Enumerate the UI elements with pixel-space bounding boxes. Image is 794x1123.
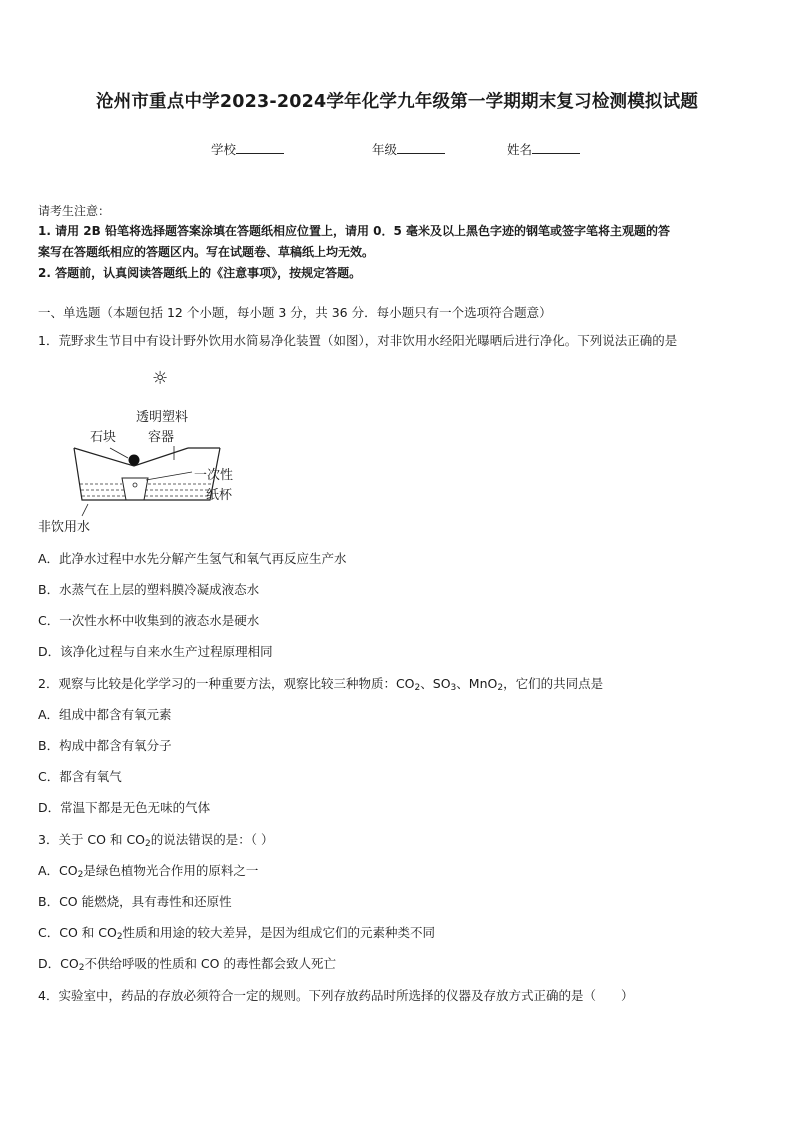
q2-option-d: D．常温下都是无色无味的气体: [38, 800, 211, 815]
label-cup-2: 纸杯: [206, 488, 233, 503]
q1-stem: 1．荒野求生节目中有设计野外饮用水简易净化装置（如图），对非饮用水经阳光曝晒后进行净化。下列说法正确的是: [38, 333, 678, 348]
grade-blank: [397, 143, 445, 154]
label-plastic-1: 透明塑料: [136, 410, 189, 425]
q1-option-c: C．一次性水杯中收集到的液态水是硬水: [38, 613, 260, 628]
name-blank: [532, 143, 580, 154]
sun-icon: ☼: [152, 368, 169, 389]
drop-icon: [133, 483, 137, 487]
q3-option-d: D．$CO_2$不供给呼吸的性质和 CO 的毒性都会致人死亡: [38, 956, 336, 973]
school-blank: [236, 143, 284, 154]
q1-option-d: D．该净化过程与自来水生产过程原理相同: [38, 644, 273, 659]
cup-icon: [122, 478, 148, 500]
section-heading: 一、单选题（本题包括 12 个小题，每小题 3 分，共 36 分．每小题只有一个选项符合题意）: [38, 305, 552, 320]
notice-heading: 请考生注意：: [38, 204, 111, 218]
notice-line-1: 1. 请用 2B 铅笔将选择题答案涂填在答题纸相应位置上，请用 0．5 毫米及以上黑色字迹的钢笔或签字笔将主观题的答: [38, 224, 670, 238]
school-field: 学校: [211, 140, 284, 158]
q2-stem: 2．观察与比较是化学学习的一种重要方法，观察比较三种物质：$CO_2$、$SO_3$、MnO$_2$，它们的共同点是: [38, 676, 604, 693]
grade-field: 年级: [372, 140, 445, 158]
label-water: 非饮用水: [38, 520, 91, 535]
q2-option-b: B．构成中都含有氧分子: [38, 738, 172, 753]
water-purifier-figure: [36, 364, 256, 540]
exam-title: 沧州市重点中学2023-2024学年化学九年级第一学期期末复习检测模拟试题: [95, 92, 699, 112]
q4-stem: 4．实验室中，药品的存放必须符合一定的规则。下列存放药品时所选择的仪器及存放方式正确的是（ ）: [38, 988, 634, 1003]
label-stone: 石块: [90, 430, 117, 445]
notice-line-3: 2. 答题前，认真阅读答题纸上的《注意事项》，按规定答题。: [38, 266, 362, 280]
q3-option-c: C．CO 和 $CO_2$性质和用途的较大差异，是因为组成它们的元素种类不同: [38, 925, 436, 942]
q2-option-a: A．组成中都含有氧元素: [38, 707, 172, 722]
q1-option-b: B．水蒸气在上层的塑料膜冷凝成液态水: [38, 582, 260, 597]
stone-icon: [129, 455, 140, 466]
name-field: 姓名: [507, 140, 580, 158]
q3-stem: 3．关于 CO 和 $CO_2$的说法错误的是：（ ）: [38, 832, 274, 849]
purifier-diagram: [36, 364, 256, 540]
q3-option-b: B．CO 能燃烧，具有毒性和还原性: [38, 894, 232, 909]
notice-line-2: 案写在答题纸相应的答题区内。写在试题卷、草稿纸上均无效。: [38, 245, 375, 259]
q1-option-a: A．此净水过程中水先分解产生氢气和氧气再反应生产水: [38, 551, 347, 566]
label-plastic-2: 容器: [148, 430, 175, 445]
q3-option-a: A．$CO_2$是绿色植物光合作用的原料之一: [38, 863, 259, 880]
q2-option-c: C．都含有氧气: [38, 769, 122, 784]
label-cup-1: 一次性: [194, 468, 234, 483]
